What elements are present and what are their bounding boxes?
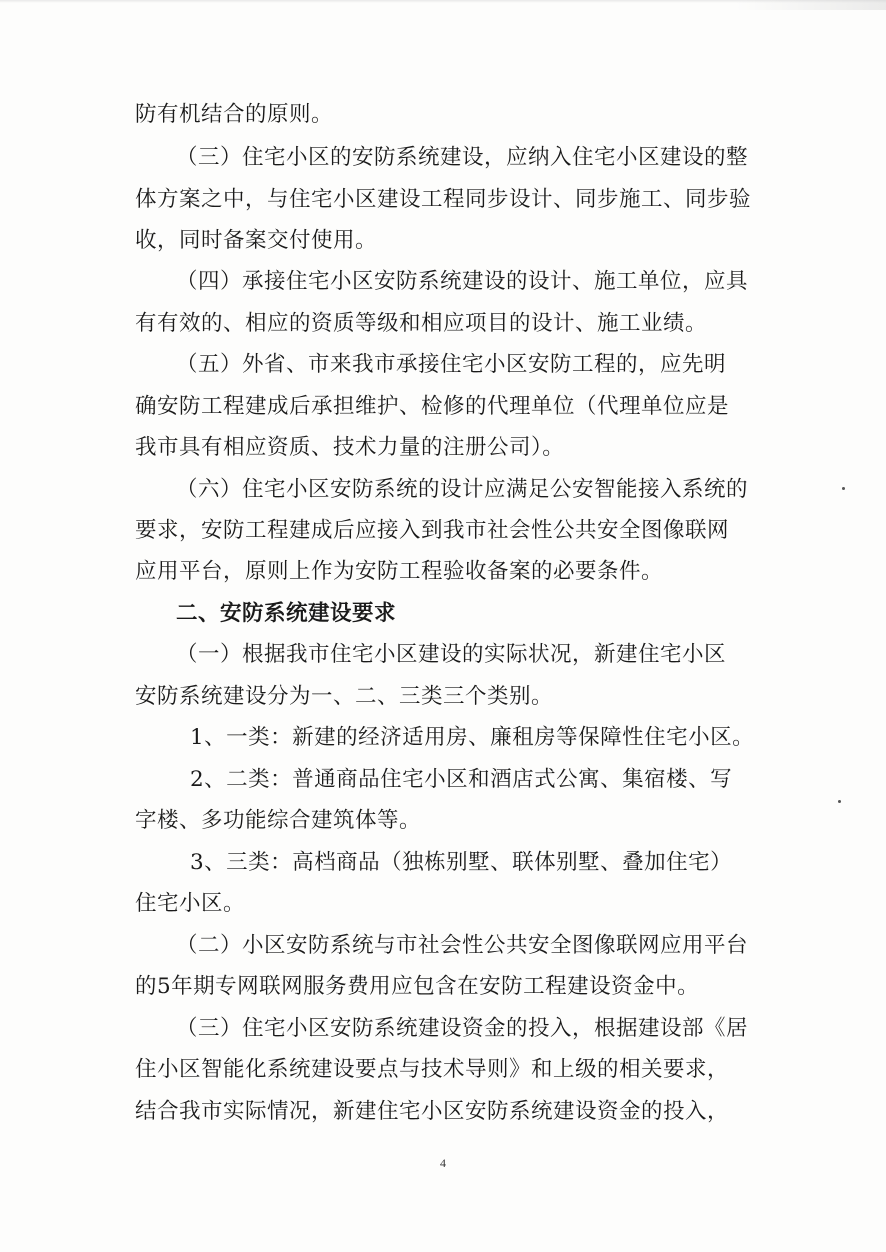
section-heading: 二、安防系统建设要求 (176, 601, 397, 626)
text-line-7: （五）外省、市来我市承接住宅小区安防工程的，应先明 (176, 352, 727, 377)
text-line-14: （一）根据我市住宅小区建设的实际状况，新建住宅小区 (176, 642, 727, 667)
text-line-16: 1、一类：新建的经济适用房、廉租房等保障性住宅小区。 (190, 725, 755, 750)
text-line-23: （三）住宅小区安防系统建设资金的投入，根据建设部《居 (176, 1016, 749, 1041)
text-line-11: 要求，安防工程建成后应接入到我市社会性公共安全图像联网 (135, 518, 730, 543)
text-line-22: 的5年期专网联网服务费用应包含在安防工程建设资金中。 (135, 974, 700, 999)
text-line-24: 住小区智能化系统建设要点与技术导则》和上级的相关要求， (135, 1057, 730, 1082)
page-number: 4 (440, 1156, 446, 1170)
text-line-25: 结合我市实际情况，新建住宅小区安防系统建设资金的投入， (135, 1099, 730, 1124)
text-line-21: （二）小区安防系统与市社会性公共安全图像联网应用平台 (176, 933, 749, 958)
text-line-15: 安防系统建设分为一、二、三类三个类别。 (135, 684, 554, 709)
text-line-3: 体方案之中，与住宅小区建设工程同步设计、同步施工、同步验 (135, 187, 752, 212)
text-line-12: 应用平台，原则上作为安防工程验收备案的必要条件。 (135, 559, 664, 584)
text-line-6: 有有效的、相应的资质等级和相应项目的设计、施工业绩。 (135, 311, 708, 336)
text-line-4: 收，同时备案交付使用。 (135, 228, 378, 253)
scan-corner-shadow (736, 0, 886, 10)
text-line-8: 确安防工程建成后承担维护、检修的代理单位（代理单位应是 (135, 394, 730, 419)
text-line-1: 防有机结合的原则。 (135, 102, 334, 127)
text-line-10: （六）住宅小区安防系统的设计应满足公安智能接入系统的 (176, 477, 749, 502)
text-line-5: （四）承接住宅小区安防系统建设的设计、施工单位，应具 (176, 269, 749, 294)
text-line-20: 住宅小区。 (135, 891, 246, 916)
scan-speck (838, 800, 841, 803)
text-line-19: 3、三类：高档商品（独栋别墅、联体别墅、叠加住宅） (190, 850, 733, 875)
text-line-9: 我市具有相应资质、技术力量的注册公司）。 (135, 435, 565, 460)
text-line-17: 2、二类：普通商品住宅小区和酒店式公寓、集宿楼、写 (190, 767, 733, 792)
text-line-18: 字楼、多功能综合建筑体等。 (135, 808, 422, 833)
text-line-2: （三）住宅小区的安防系统建设，应纳入住宅小区建设的整 (176, 145, 749, 170)
scan-speck (842, 487, 845, 490)
